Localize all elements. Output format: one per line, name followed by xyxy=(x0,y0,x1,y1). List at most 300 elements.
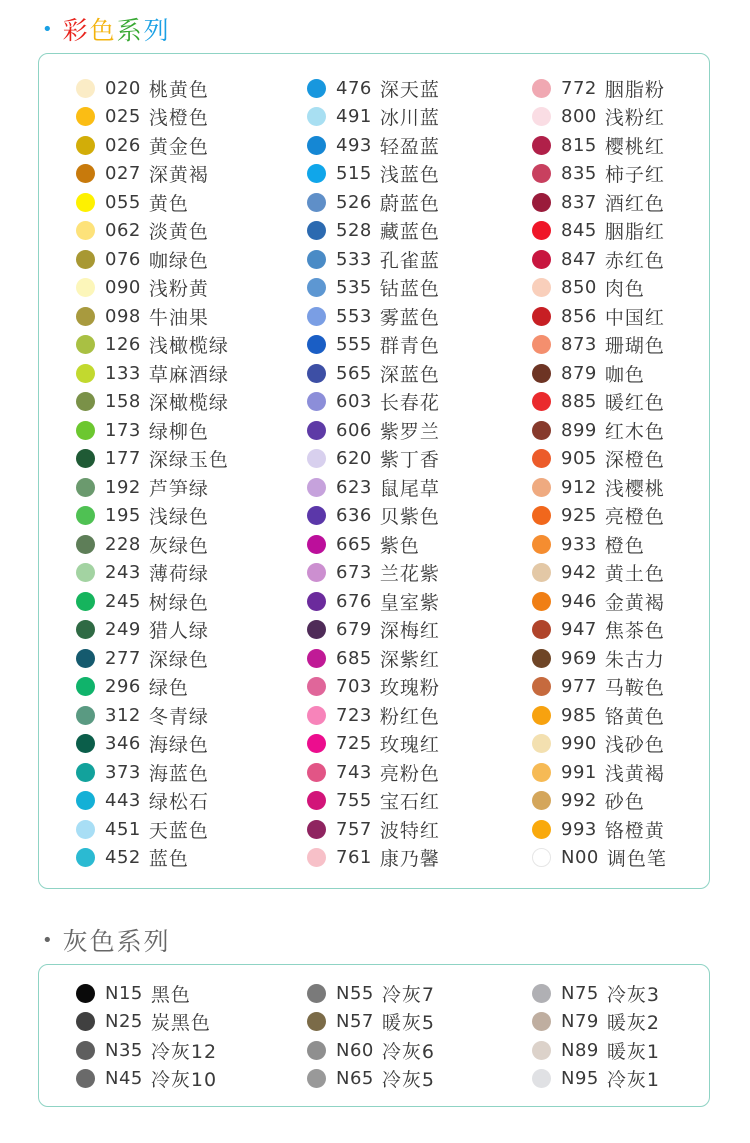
swatch-name: 深橄榄绿 xyxy=(148,392,229,414)
swatch-code: 676 xyxy=(336,590,372,612)
swatch-code: 757 xyxy=(336,818,372,840)
color-swatch-dot xyxy=(76,848,95,867)
color-swatch-dot xyxy=(532,221,551,240)
swatch-item xyxy=(532,644,665,672)
swatch-name: 轻盈蓝 xyxy=(379,135,440,158)
swatch-item xyxy=(532,416,665,444)
swatch-item xyxy=(532,616,665,644)
swatch-name: 赤红色 xyxy=(604,249,665,272)
title-bullet: • xyxy=(42,18,55,40)
color-swatch-dot xyxy=(76,763,95,782)
swatch-code: 725 xyxy=(336,733,372,754)
color-swatch-dot xyxy=(532,620,551,639)
swatch-code: 553 xyxy=(336,305,372,327)
color-swatch-dot xyxy=(307,763,326,782)
swatch-item xyxy=(76,1036,217,1064)
swatch-item xyxy=(532,302,665,330)
swatch-item xyxy=(307,979,435,1007)
swatch-item xyxy=(76,530,209,558)
swatch-item xyxy=(76,1065,217,1093)
color-swatch-dot xyxy=(532,478,551,497)
swatch-code: N57 xyxy=(336,1011,374,1032)
swatch-name: 金黄褐 xyxy=(604,591,665,614)
swatch-name: 中国红 xyxy=(604,306,665,329)
swatch-name: 炭黑色 xyxy=(150,1012,211,1034)
color-swatch-dot xyxy=(532,984,551,1003)
swatch-code: 606 xyxy=(336,419,372,441)
color-swatch-dot xyxy=(76,136,95,155)
swatch-name: 暖灰1 xyxy=(606,1040,660,1063)
swatch-code: 993 xyxy=(561,818,597,840)
gray-series-title xyxy=(42,920,171,960)
color-swatch-dot xyxy=(76,278,95,297)
color-swatch-dot xyxy=(76,506,95,525)
color-swatch-list xyxy=(39,54,709,888)
swatch-item xyxy=(76,815,209,843)
swatch-code: 555 xyxy=(336,334,372,355)
swatch-item xyxy=(76,979,191,1007)
swatch-name: 砂色 xyxy=(604,791,645,813)
swatch-code: 772 xyxy=(561,77,597,99)
color-swatch-dot xyxy=(307,677,326,696)
swatch-code: 312 xyxy=(105,704,141,726)
swatch-name: 鼠尾草 xyxy=(379,477,440,500)
swatch-name: 猎人绿 xyxy=(148,620,209,642)
color-swatch-dot xyxy=(532,535,551,554)
swatch-item xyxy=(307,473,440,501)
swatch-code: 098 xyxy=(105,305,141,327)
color-swatch-dot xyxy=(307,791,326,810)
swatch-item xyxy=(76,1008,211,1036)
swatch-item xyxy=(307,644,440,672)
swatch-name: 黄金色 xyxy=(148,135,209,158)
swatch-name: 浅粉黄 xyxy=(148,278,209,300)
swatch-name: 黄色 xyxy=(148,192,189,215)
color-swatch-dot xyxy=(307,706,326,725)
swatch-name: 蓝色 xyxy=(148,848,189,870)
swatch-item xyxy=(307,74,440,102)
swatch-name: 马鞍色 xyxy=(604,677,665,699)
color-swatch-dot xyxy=(307,535,326,554)
color-title-char: 列 xyxy=(143,16,171,45)
swatch-name: 深橙色 xyxy=(604,449,665,471)
swatch-name: 海蓝色 xyxy=(148,762,209,785)
swatch-item xyxy=(307,331,440,359)
color-swatch-dot xyxy=(307,164,326,183)
swatch-code: 603 xyxy=(336,391,372,412)
color-swatch-dot xyxy=(76,1041,95,1060)
color-swatch-dot xyxy=(76,421,95,440)
swatch-code: 947 xyxy=(561,619,597,640)
swatch-item xyxy=(532,673,665,701)
color-swatch-dot xyxy=(76,677,95,696)
swatch-code: 158 xyxy=(105,391,141,412)
color-swatch-dot xyxy=(76,164,95,183)
color-swatch-dot xyxy=(76,620,95,639)
color-swatch-dot xyxy=(307,649,326,668)
swatch-name: 胭脂粉 xyxy=(604,78,665,101)
swatch-item xyxy=(307,217,440,245)
color-swatch-dot xyxy=(532,734,551,753)
swatch-item xyxy=(307,103,440,131)
color-title-char: 色 xyxy=(89,16,117,45)
swatch-code: 535 xyxy=(336,277,372,298)
color-title-char: 彩 xyxy=(62,16,90,45)
swatch-code: 992 xyxy=(561,790,597,811)
swatch-item xyxy=(532,331,665,359)
swatch-code: 905 xyxy=(561,448,597,469)
swatch-item xyxy=(76,302,209,330)
color-series-title xyxy=(42,9,171,49)
swatch-item xyxy=(307,1008,435,1036)
swatch-item xyxy=(532,587,665,615)
swatch-code: N75 xyxy=(561,982,599,1004)
swatch-item xyxy=(76,131,209,159)
swatch-item xyxy=(76,559,209,587)
swatch-item xyxy=(307,1036,435,1064)
color-swatch-dot xyxy=(532,1069,551,1088)
swatch-item xyxy=(76,416,209,444)
swatch-item xyxy=(532,1008,660,1036)
swatch-name: 暖灰5 xyxy=(381,1012,435,1034)
color-swatch-dot xyxy=(76,478,95,497)
swatch-item xyxy=(307,302,440,330)
color-swatch-dot xyxy=(532,136,551,155)
swatch-item xyxy=(307,388,440,416)
color-swatch-dot xyxy=(532,250,551,269)
swatch-item xyxy=(532,701,665,729)
swatch-name: 紫罗兰 xyxy=(379,420,440,443)
swatch-code: 026 xyxy=(105,134,141,156)
swatch-code: 491 xyxy=(336,106,372,127)
color-swatch-dot xyxy=(307,392,326,411)
swatch-code: 493 xyxy=(336,134,372,156)
swatch-name: 波特红 xyxy=(379,819,440,842)
swatch-code: 673 xyxy=(336,562,372,583)
swatch-code: 452 xyxy=(105,847,141,868)
color-swatch-dot xyxy=(76,563,95,582)
swatch-item xyxy=(532,815,665,843)
swatch-code: N60 xyxy=(336,1039,374,1061)
swatch-name: 兰花紫 xyxy=(379,563,440,585)
swatch-item xyxy=(307,787,440,815)
swatch-item xyxy=(307,359,440,387)
color-swatch-dot xyxy=(76,1069,95,1088)
swatch-name: 孔雀蓝 xyxy=(379,249,440,272)
swatch-name: 冷灰5 xyxy=(381,1069,435,1091)
swatch-code: 025 xyxy=(105,106,141,127)
swatch-name: 亮橙色 xyxy=(604,506,665,528)
swatch-code: 346 xyxy=(105,733,141,754)
swatch-name: 冷灰12 xyxy=(150,1040,218,1063)
swatch-code: 942 xyxy=(561,562,597,583)
color-swatch-dot xyxy=(532,107,551,126)
color-swatch-dot xyxy=(307,592,326,611)
swatch-name: 雾蓝色 xyxy=(379,306,440,329)
color-swatch-dot xyxy=(76,592,95,611)
swatch-name: 浅蓝色 xyxy=(379,164,440,186)
swatch-name: 朱古力 xyxy=(604,648,665,671)
swatch-item xyxy=(76,245,209,273)
color-swatch-dot xyxy=(532,193,551,212)
swatch-code: 991 xyxy=(561,761,597,783)
swatch-item xyxy=(76,644,209,672)
swatch-item xyxy=(76,502,209,530)
swatch-item xyxy=(307,730,440,758)
swatch-item xyxy=(76,331,229,359)
swatch-name: 粉红色 xyxy=(379,705,440,728)
color-swatch-dot xyxy=(76,107,95,126)
swatch-code: N45 xyxy=(105,1068,143,1089)
swatch-item xyxy=(307,815,440,843)
color-swatch-dot xyxy=(307,848,326,867)
swatch-code: 912 xyxy=(561,476,597,498)
color-swatch-dot xyxy=(307,563,326,582)
swatch-item xyxy=(532,188,665,216)
swatch-code: 969 xyxy=(561,647,597,669)
swatch-name: 浅橄榄绿 xyxy=(148,335,229,357)
swatch-name: 浅黄褐 xyxy=(604,762,665,785)
swatch-name: 玫瑰粉 xyxy=(379,677,440,699)
color-swatch-dot xyxy=(307,1041,326,1060)
swatch-item xyxy=(307,1065,435,1093)
swatch-item xyxy=(307,844,440,872)
color-swatch-dot xyxy=(307,335,326,354)
swatch-item xyxy=(532,1036,660,1064)
swatch-code: N00 xyxy=(561,847,599,868)
swatch-name: 绿色 xyxy=(148,677,189,699)
swatch-item xyxy=(76,274,209,302)
swatch-item xyxy=(532,979,660,1007)
color-swatch-dot xyxy=(532,848,551,867)
swatch-item xyxy=(307,502,440,530)
swatch-code: N79 xyxy=(561,1011,599,1032)
swatch-name: 冰川蓝 xyxy=(379,107,440,129)
swatch-name: 深紫红 xyxy=(379,648,440,671)
swatch-item xyxy=(532,473,665,501)
swatch-name: 紫丁香 xyxy=(379,449,440,471)
color-swatch-dot xyxy=(532,563,551,582)
color-swatch-dot xyxy=(76,250,95,269)
swatch-name: 海绿色 xyxy=(148,734,209,756)
color-swatch-dot xyxy=(307,364,326,383)
swatch-item xyxy=(307,445,440,473)
swatch-code: 243 xyxy=(105,562,141,583)
swatch-code: 837 xyxy=(561,191,597,213)
color-title-char: 系 xyxy=(116,16,144,45)
swatch-item xyxy=(307,758,440,786)
swatch-item xyxy=(532,559,665,587)
swatch-item xyxy=(307,530,420,558)
swatch-name: 冷灰6 xyxy=(381,1040,435,1063)
swatch-name: 酒红色 xyxy=(604,192,665,215)
swatch-name: 深天蓝 xyxy=(379,78,440,101)
swatch-code: 847 xyxy=(561,248,597,270)
swatch-name: 冷灰7 xyxy=(381,983,435,1006)
color-swatch-dot xyxy=(76,364,95,383)
swatch-name: 宝石红 xyxy=(379,791,440,813)
swatch-item xyxy=(76,103,209,131)
swatch-item xyxy=(532,530,645,558)
swatch-code: 173 xyxy=(105,419,141,441)
swatch-code: N89 xyxy=(561,1039,599,1061)
color-swatch-dot xyxy=(307,136,326,155)
swatch-item xyxy=(532,131,665,159)
swatch-name: 冷灰1 xyxy=(606,1069,660,1091)
swatch-name: 黑色 xyxy=(150,983,191,1006)
swatch-item xyxy=(532,844,667,872)
color-swatch-dot xyxy=(76,392,95,411)
swatch-code: 533 xyxy=(336,248,372,270)
swatch-code: 020 xyxy=(105,77,141,99)
color-swatch-dot xyxy=(76,193,95,212)
swatch-name: 草麻酒绿 xyxy=(148,363,229,386)
swatch-code: 946 xyxy=(561,590,597,612)
swatch-code: N55 xyxy=(336,982,374,1004)
color-swatch-dot xyxy=(307,1069,326,1088)
swatch-name: 玫瑰红 xyxy=(379,734,440,756)
swatch-name: 浅橙色 xyxy=(148,107,209,129)
swatch-name: 灰绿色 xyxy=(148,534,209,557)
swatch-name: 天蓝色 xyxy=(148,819,209,842)
color-swatch-dot xyxy=(76,791,95,810)
swatch-code: 245 xyxy=(105,590,141,612)
swatch-name: 焦茶色 xyxy=(604,620,665,642)
swatch-code: 845 xyxy=(561,220,597,241)
swatch-name: 咖色 xyxy=(604,363,645,386)
swatch-name: 铬黄色 xyxy=(604,705,665,728)
swatch-item xyxy=(76,388,229,416)
swatch-name: 深梅红 xyxy=(379,620,440,642)
swatch-item xyxy=(307,188,440,216)
color-swatch-dot xyxy=(76,820,95,839)
color-swatch-dot xyxy=(76,221,95,240)
swatch-code: 526 xyxy=(336,191,372,213)
swatch-name: 樱桃红 xyxy=(604,135,665,158)
swatch-code: 665 xyxy=(336,533,372,555)
swatch-code: 228 xyxy=(105,533,141,555)
swatch-name: 淡黄色 xyxy=(148,221,209,243)
color-swatch-dot xyxy=(532,392,551,411)
swatch-item xyxy=(532,502,665,530)
swatch-item xyxy=(532,388,665,416)
color-swatch-dot xyxy=(307,193,326,212)
color-swatch-dot xyxy=(76,649,95,668)
swatch-item xyxy=(76,217,209,245)
swatch-name: 绿松石 xyxy=(148,791,209,813)
color-swatch-dot xyxy=(76,307,95,326)
swatch-item xyxy=(307,559,440,587)
swatch-name: 咖绿色 xyxy=(148,249,209,272)
color-swatch-dot xyxy=(76,79,95,98)
swatch-name: 浅砂色 xyxy=(604,734,665,756)
swatch-name: 柿子红 xyxy=(604,164,665,186)
swatch-name: 冷灰3 xyxy=(606,983,660,1006)
swatch-name: 树绿色 xyxy=(148,591,209,614)
swatch-name: 贝紫色 xyxy=(379,506,440,528)
swatch-item xyxy=(307,587,440,615)
color-swatch-dot xyxy=(307,984,326,1003)
color-swatch-dot xyxy=(532,335,551,354)
color-swatch-dot xyxy=(532,706,551,725)
swatch-code: 443 xyxy=(105,790,141,811)
swatch-name: 群青色 xyxy=(379,335,440,357)
swatch-name: 珊瑚色 xyxy=(604,335,665,357)
swatch-code: 133 xyxy=(105,362,141,384)
swatch-item xyxy=(532,730,665,758)
swatch-name: 浅绿色 xyxy=(148,506,209,528)
swatch-item xyxy=(532,1065,660,1093)
color-swatch-dot xyxy=(76,706,95,725)
color-swatch-dot xyxy=(532,506,551,525)
swatch-item xyxy=(76,758,209,786)
swatch-name: 蔚蓝色 xyxy=(379,192,440,215)
swatch-name: 薄荷绿 xyxy=(148,563,209,585)
color-swatch-dot xyxy=(307,478,326,497)
swatch-code: 815 xyxy=(561,134,597,156)
swatch-name: 冷灰10 xyxy=(150,1069,218,1091)
color-swatch-dot xyxy=(532,791,551,810)
swatch-item xyxy=(532,359,645,387)
gray-swatch-list xyxy=(39,965,709,1106)
swatch-name: 皇室紫 xyxy=(379,591,440,614)
swatch-code: 800 xyxy=(561,106,597,127)
swatch-name: 长春花 xyxy=(379,392,440,414)
swatch-code: 126 xyxy=(105,334,141,355)
swatch-name: 浅樱桃 xyxy=(604,477,665,500)
swatch-code: 679 xyxy=(336,619,372,640)
swatch-code: 985 xyxy=(561,704,597,726)
swatch-code: 451 xyxy=(105,818,141,840)
color-swatch-dot xyxy=(307,820,326,839)
color-swatch-dot xyxy=(532,421,551,440)
swatch-code: 620 xyxy=(336,448,372,469)
swatch-code: 925 xyxy=(561,505,597,526)
swatch-item xyxy=(307,274,440,302)
swatch-code: 755 xyxy=(336,790,372,811)
color-swatch-dot xyxy=(307,79,326,98)
swatch-name: 浅粉红 xyxy=(604,107,665,129)
swatch-code: 249 xyxy=(105,619,141,640)
swatch-item xyxy=(307,131,440,159)
swatch-name: 胭脂红 xyxy=(604,221,665,243)
swatch-code: 850 xyxy=(561,277,597,298)
swatch-item xyxy=(307,160,440,188)
swatch-item xyxy=(532,445,665,473)
swatch-item xyxy=(76,701,209,729)
swatch-item xyxy=(76,188,189,216)
swatch-name: 深绿玉色 xyxy=(148,449,229,471)
swatch-item xyxy=(76,730,209,758)
swatch-code: 195 xyxy=(105,505,141,526)
swatch-name: 钴蓝色 xyxy=(379,278,440,300)
swatch-name: 暖灰2 xyxy=(606,1012,660,1034)
swatch-name: 康乃馨 xyxy=(379,848,440,870)
swatch-name: 芦笋绿 xyxy=(148,477,209,500)
swatch-name: 深黄褐 xyxy=(148,164,209,186)
swatch-code: 062 xyxy=(105,220,141,241)
swatch-item xyxy=(76,787,209,815)
swatch-code: 090 xyxy=(105,277,141,298)
swatch-item xyxy=(76,673,189,701)
color-swatch-dot xyxy=(532,307,551,326)
swatch-code: 636 xyxy=(336,505,372,526)
swatch-code: 685 xyxy=(336,647,372,669)
swatch-name: 冬青绿 xyxy=(148,705,209,728)
swatch-item xyxy=(532,787,645,815)
swatch-name: 调色笔 xyxy=(606,848,667,870)
swatch-name: 深蓝色 xyxy=(379,363,440,386)
